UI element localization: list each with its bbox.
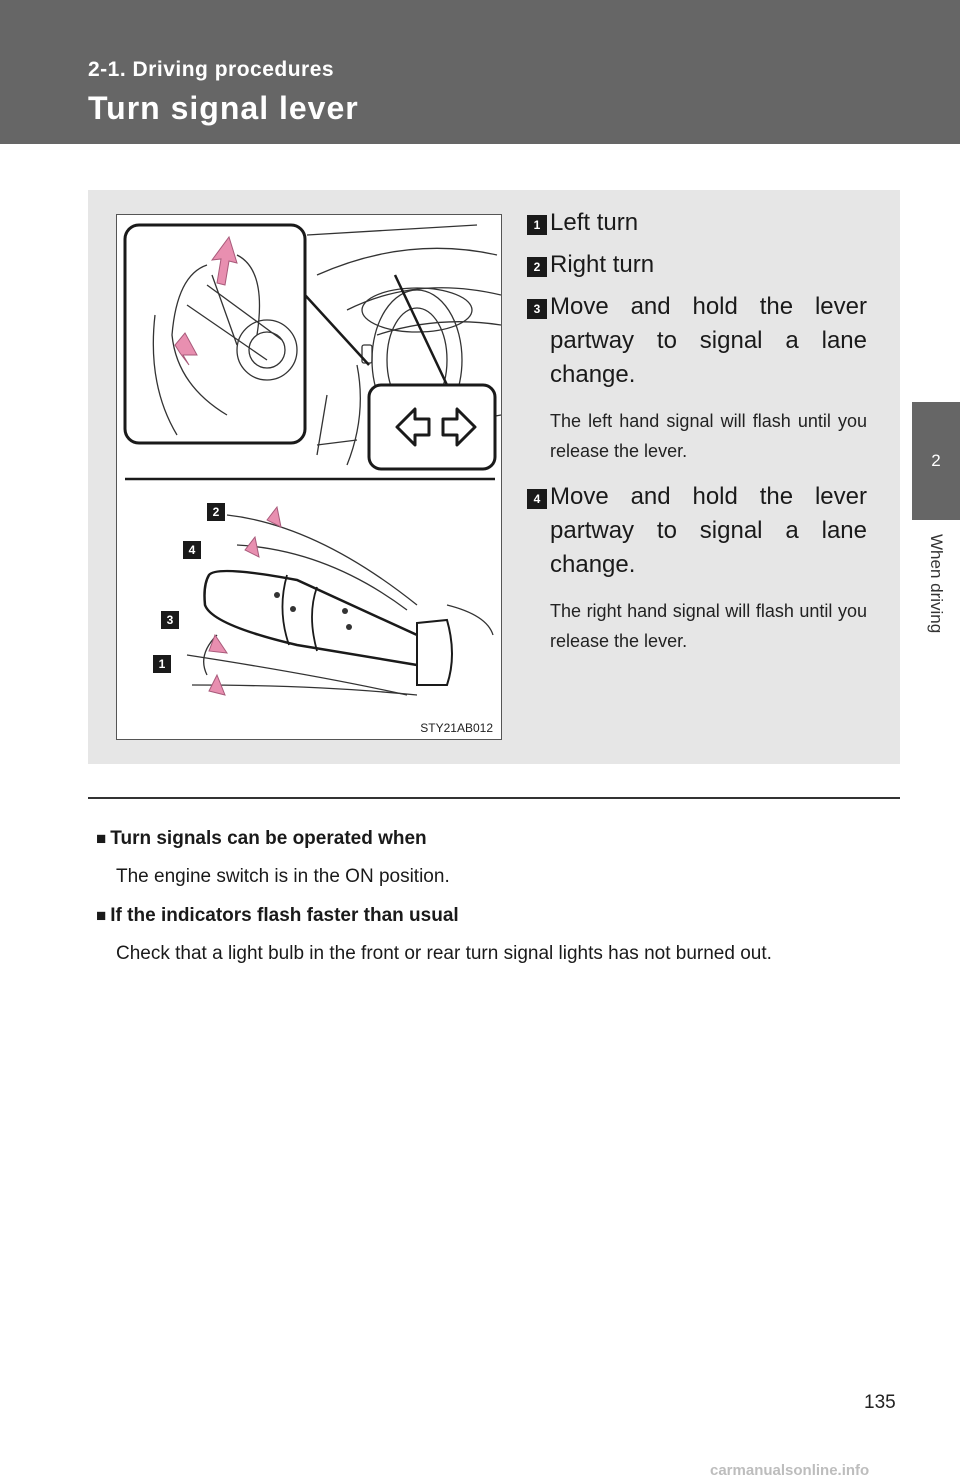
chapter-header [0,0,960,144]
step-badge: 4 [527,489,547,509]
step-2 [527,248,867,282]
step-1 [527,206,867,240]
chapter-tab-number[interactable]: 2 [912,402,960,520]
step-note: The left hand signal will flash until you release the lever. [550,411,867,461]
note-heading [96,901,892,931]
figure-code: STY21AB012 [420,721,493,735]
page-title: Turn signal lever [88,90,359,126]
step-3 [527,290,867,466]
step-badge: 3 [527,299,547,319]
watermark: carmanualsonline.info [710,1462,870,1479]
step-text: Move and hold the lever partway to signal a lane change. [550,483,867,578]
step-text: Left turn [550,209,639,236]
chapter-tab-label [912,520,960,700]
page-number: 135 [864,1392,896,1413]
square-bullet-icon: ■ [96,829,107,848]
callout-label-4: 4 [188,543,196,557]
step-text: Move and hold the lever partway to signal a lane change. [550,293,867,388]
turn-signal-lever-illustration [117,215,501,739]
step-note: The right hand signal will flash until you release the lever. [550,601,867,651]
notes-section [96,824,892,978]
section-label: 2-1. Driving procedures [88,58,335,81]
square-bullet-icon: ■ [96,906,107,925]
step-list [527,206,867,670]
step-4 [527,480,867,656]
note-heading [96,824,892,854]
turn-signal-figure [116,214,502,740]
step-badge: 1 [527,215,547,235]
callout-label-1: 1 [158,657,166,671]
note-body: Check that a light bulb in the front or rear turn signal lights has not burned out. [116,943,772,964]
callout-label-2: 2 [212,505,220,519]
note-body: The engine switch is in the ON position. [116,866,450,887]
section-divider [88,797,900,799]
step-text: Right turn [550,251,655,278]
step-badge: 2 [527,257,547,277]
chapter-tab-label-text: When driving [927,534,946,634]
note-heading-text: If the indicators flash faster than usual [110,905,459,926]
note-heading-text: Turn signals can be operated when [110,828,427,849]
callout-label-3: 3 [166,613,174,627]
